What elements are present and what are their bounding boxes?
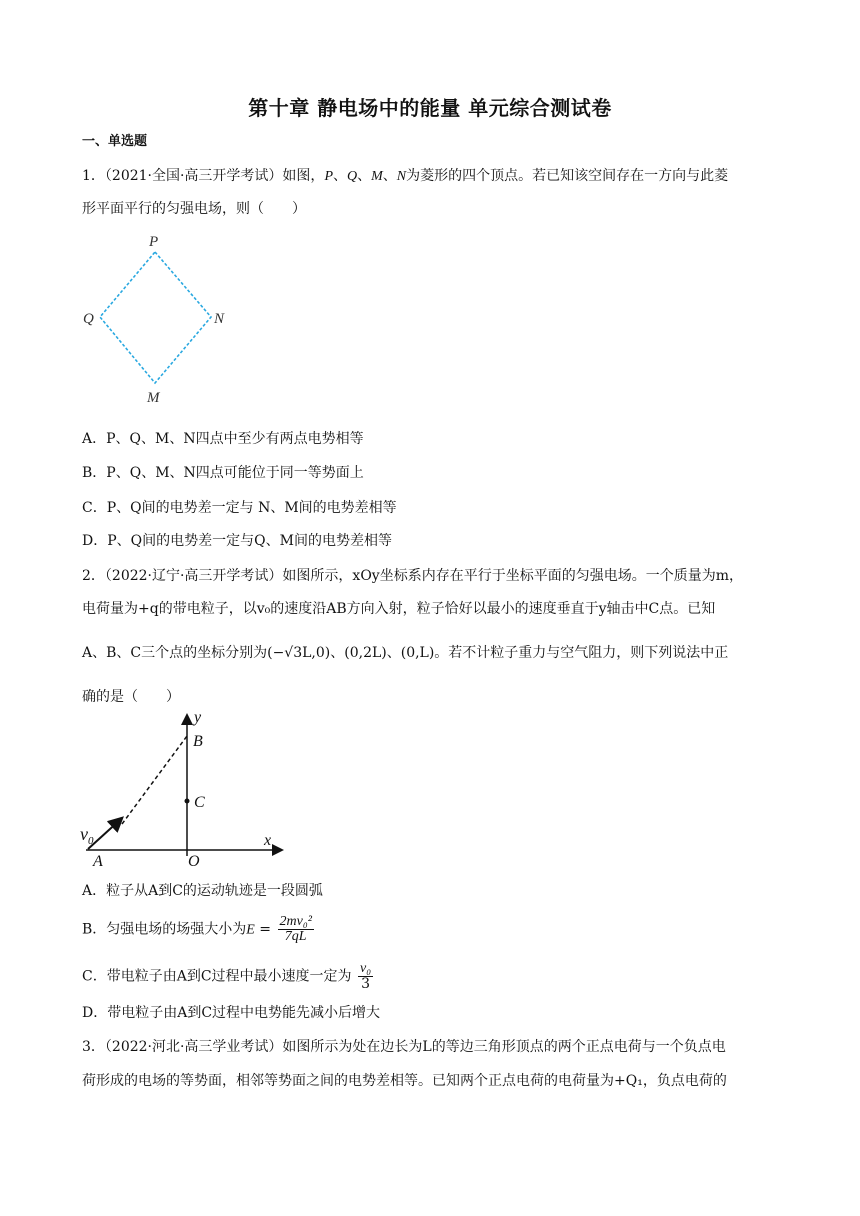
section-heading: 一、单选题 xyxy=(82,134,148,149)
question-3-line-2: 荷形成的电场的等势面，相邻等势面之间的电势差相等。已知两个正点电荷的电荷量为+Q₁，负点电荷的 xyxy=(82,1073,727,1089)
label-q: Q xyxy=(83,311,94,327)
vertex-m: M xyxy=(371,169,383,184)
question-1-stem: 1．（2021·全国·高三开学考试）如图，P、Q、M、N为菱形的四个顶点。若已知该空间存在一方向与此菱 形平面平行的匀强电场，则（ ） xyxy=(82,168,729,217)
question-3-line-1: 3．（2022·河北·高三学业考试）如图所示为处在边长为L的等边三角形顶点的两个正点电荷与一个负点电 xyxy=(82,1039,726,1055)
rhombus-outline xyxy=(100,252,211,383)
rhombus-figure xyxy=(80,228,240,408)
page-title: 第十章 静电场中的能量 单元综合测试卷 xyxy=(248,96,612,120)
label-m: M xyxy=(147,390,160,406)
label-y: y xyxy=(194,709,202,726)
label-n: N xyxy=(214,311,225,327)
coordinate-figure xyxy=(76,706,291,868)
q1-option-b[interactable]: B．P、Q、M、N四点可能位于同一等势面上 xyxy=(82,465,364,481)
label-b: B xyxy=(193,733,203,750)
q1-option-d[interactable]: D．P、Q间的电势差一定与Q、M间的电势差相等 xyxy=(82,533,392,549)
label-o: O xyxy=(188,853,200,868)
q2-option-a[interactable]: A．粒子从A到C的运动轨迹是一段圆弧 xyxy=(82,883,323,899)
label-c: C xyxy=(194,794,205,811)
point-c xyxy=(185,799,190,804)
label-x: x xyxy=(264,832,272,849)
q2-option-b[interactable]: B．匀强电场的场强大小为E = $\frac{\text{2mv₀²}}{7qL}$ xyxy=(82,914,312,944)
q2-option-c[interactable]: C．带电粒子由A到C过程中最小速度一定为 $\frac{\text{v₀}}{3}$ xyxy=(82,961,372,992)
q1-option-c[interactable]: C．P、Q间的电势差一定与 N、M间的电势差相等 xyxy=(82,500,397,516)
q2-option-d[interactable]: D．带电粒子由A到C过程中电势能先减小后增大 xyxy=(82,1005,381,1021)
question-2-line-1: 2．（2022·辽宁·高三开学考试）如图所示，xOy坐标系内存在平行于坐标平面的匀强电场。一个质量为m， xyxy=(82,568,743,584)
question-2-line-2: 电荷量为+q的带电粒子，以v₀的速度沿AB方向入射，粒子恰好以最小的速度垂直于y轴击中C点。已知 xyxy=(82,601,716,617)
vertex-p: P xyxy=(324,169,333,184)
vertex-n: N xyxy=(396,169,407,184)
field-fraction: $\frac{\text{2mv₀²}}{7qL}$ xyxy=(279,914,312,944)
label-p: P xyxy=(149,234,159,250)
question-2-line-3: A、B、C三个点的坐标分别为(−√3L,0)、(0,2L)、(0,L)。若不计粒子重力与空气阻力，则下列说法中正 xyxy=(82,645,729,661)
label-v0: $v_0$ xyxy=(80,824,94,847)
speed-fraction: $\frac{\text{v₀}}{3}$ xyxy=(360,961,372,992)
vertex-q: Q xyxy=(347,169,358,184)
q1-option-a[interactable]: A．P、Q、M、N四点中至少有两点电势相等 xyxy=(82,431,364,447)
label-a: A xyxy=(93,853,103,868)
ab-dashed-line xyxy=(122,736,187,824)
question-2-line-4: 确的是（ ） xyxy=(82,689,180,705)
